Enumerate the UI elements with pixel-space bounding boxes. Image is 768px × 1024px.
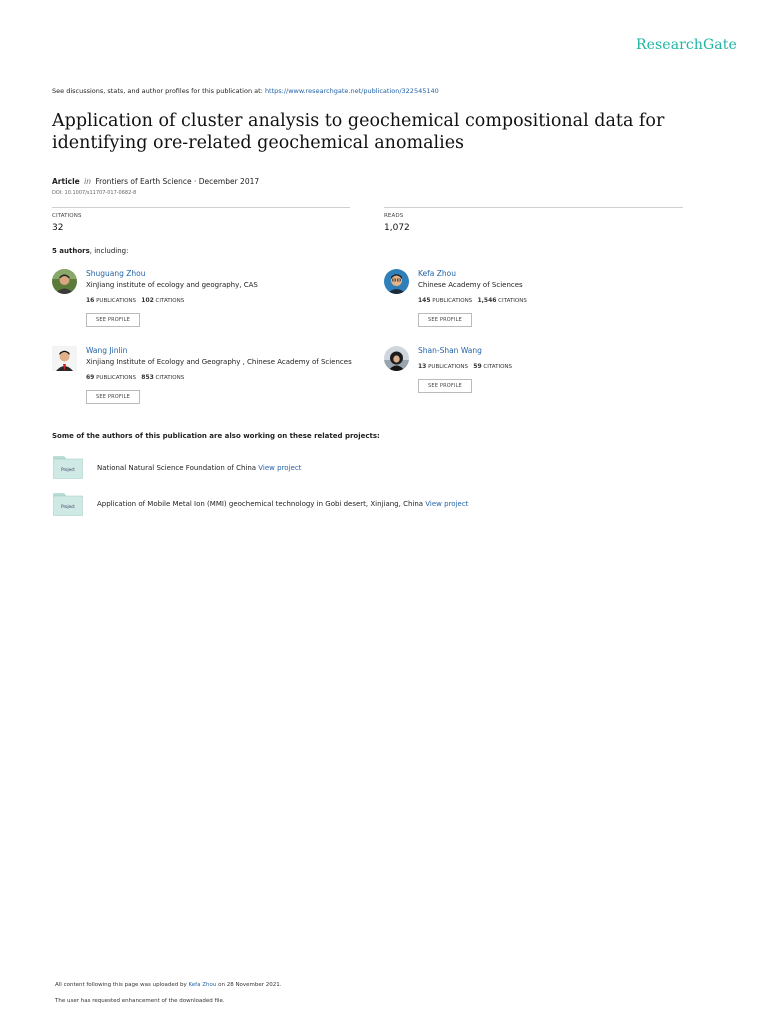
author-publications: 13 [418,363,427,370]
citations-label: CITATIONS [498,298,527,304]
citations-label: CITATIONS [52,213,82,219]
project-icon-label: Project [61,467,75,472]
upload-prefix: All content following this page was uploaded by [55,982,189,988]
publications-label: PUBLICATIONS [96,298,137,304]
project-folder-icon [53,456,83,479]
uploader-link[interactable]: Kefa Zhou [188,982,217,988]
article-type: Article [52,177,80,186]
author-name[interactable]: Shan-Shan Wang [418,346,482,355]
researchgate-logo[interactable]: ResearchGate [636,37,737,53]
author-citations: 102 [141,297,154,304]
project-folder-icon [53,493,83,516]
publications-label: PUBLICATIONS [432,298,473,304]
related-projects-heading: Some of the authors of this publication are also working on these related projects: [52,432,380,440]
author-stats [418,297,527,304]
author-institution[interactable]: XinJiang institute of ecology and geography, CAS [86,281,258,289]
author-institution[interactable]: Chinese Academy of Sciences [418,281,523,289]
publication-url-link[interactable]: https://www.researchgate.net/publication/322545140 [264,87,439,95]
author-stats [418,363,512,370]
author-name[interactable]: Wang Jinlin [86,346,128,355]
see-profile-button[interactable]: SEE PROFILE [418,313,472,327]
upload-note [55,982,282,988]
doi: DOI: 10.1007/s11707-017-0682-8 [52,190,137,196]
reads-divider [384,207,683,208]
journal-info: Frontiers of Earth Science · December 2017 [95,177,260,186]
author-publications: 145 [418,297,431,304]
view-project-link[interactable]: View project [425,500,469,508]
authors-heading-rest: , including: [89,247,129,255]
authors-count: 5 authors [52,247,90,255]
see-profile-button[interactable]: SEE PROFILE [86,390,140,404]
avatar[interactable] [384,269,409,294]
author-name[interactable]: Shuguang Zhou [86,269,146,278]
publications-label: PUBLICATIONS [428,364,469,370]
citations-divider [52,207,350,208]
article-meta [52,177,259,186]
reads-label: READS [384,213,404,219]
title-line-2: identifying ore-related geochemical anomalies [52,133,465,153]
reads-value: 1,072 [384,223,410,233]
citations-label: CITATIONS [483,364,513,370]
author-institution[interactable]: Xinjiang Institute of Ecology and Geography , Chinese Academy of Sciences [86,358,352,366]
author-name[interactable]: Kefa Zhou [418,269,457,278]
avatar[interactable] [384,346,409,371]
discussion-line [52,87,439,95]
author-citations: 853 [141,374,154,381]
publications-label: PUBLICATIONS [96,375,137,381]
see-profile-button[interactable]: SEE PROFILE [86,313,140,327]
see-profile-button[interactable]: SEE PROFILE [418,379,472,393]
project-item [97,464,301,472]
upload-suffix: on 28 November 2021. [216,982,282,988]
discussion-prefix: See discussions, stats, and author profiles for this publication at: [52,87,265,95]
author-citations: 1,546 [477,297,497,304]
project-item [97,500,468,508]
citations-value: 32 [52,223,64,233]
meta-in: in [84,177,91,186]
page-title [52,110,702,154]
project-icon-label: Project [61,504,75,509]
citations-label: CITATIONS [155,375,185,381]
author-publications: 69 [86,374,95,381]
author-publications: 16 [86,297,95,304]
author-stats [86,374,184,381]
avatar[interactable] [52,269,77,294]
authors-heading [52,247,128,255]
author-stats [86,297,184,304]
avatar[interactable] [52,346,77,371]
enhancement-note: The user has requested enhancement of the downloaded file. [55,998,225,1004]
author-citations: 59 [473,363,482,370]
view-project-link[interactable]: View project [258,464,302,472]
title-line-1: Application of cluster analysis to geochemical compositional data for [52,111,665,131]
citations-label: CITATIONS [155,298,185,304]
project-title: National Natural Science Foundation of China [97,464,259,472]
project-title: Application of Mobile Metal Ion (MMI) geochemical technology in Gobi desert, Xinjiang, China [97,500,426,508]
